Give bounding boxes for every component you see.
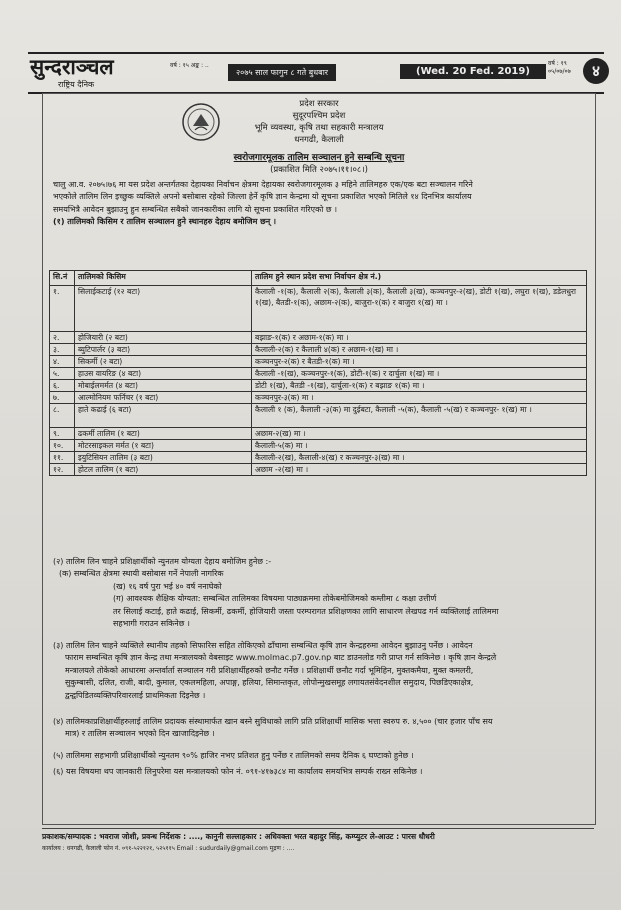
application-line: द्वन्द्वपिडितव्यक्तिपरिवारलाई प्राथमिकता दिइनेछ ।	[65, 690, 206, 700]
eligibility-item: (ग) आवश्यक शैक्षिक योग्यता: सम्बन्धित तालिमका विषयमा पाठ्यक्रममा तोकेबमोजिमको कम्तीमा ८ कक्षा उत्तीर्ण	[113, 594, 437, 604]
training-table	[49, 270, 587, 476]
application-line: (३) तालिम लिन चाहने व्यक्तिले स्थानीय तहको सिफारिस सहित तोकिएको ढाँचामा सम्बन्धित कृषि ज्ञान केन्द्रहरुमा आवेदन बुझाउनु पर्नेछ । आवेदन	[53, 641, 473, 650]
table-row	[50, 464, 587, 476]
publication-date: (प्रकाशित मिति २०७५।११।०८।)	[270, 165, 368, 175]
row-type: मोटरसाइकल मर्मत (१ बटा)	[75, 440, 252, 452]
application-line: फाराम सम्बन्धित कृषि ज्ञान केन्द्र तथा मन्त्रालयको वेबसाइट www.molmac.p7.gov.np बाट डाउनलोड गरी प्राप्त गर्न सकिनेछ । कृषि ज्ञान केन्द्रले	[65, 653, 497, 663]
table-row	[50, 286, 587, 332]
footer-contact: कार्यालय : धनगढी, कैलाली फोन नं. ०९१-५२२१२१, ५२५११५ Email : sudurdaily@gmail.com मुद्रण : ....	[42, 845, 295, 852]
allowance-section	[53, 716, 589, 741]
row-sn: १.	[50, 286, 75, 332]
row-sn: ८.	[50, 404, 75, 428]
row-place: बझाङ-१(क) र अछाम-१(क) मा ।	[252, 332, 587, 344]
table-row	[50, 380, 587, 392]
row-sn: ९.	[50, 428, 75, 440]
row-sn: ७.	[50, 392, 75, 404]
row-sn: २.	[50, 332, 75, 344]
table-header-row	[50, 271, 587, 286]
intro-line: भएकोले तालिम लिन इच्छुक व्यक्तिले अपनो बसोबास रहेको जिल्ला हेर्ने कृषि ज्ञान केन्द्रमा यो सूचना प्रकाशित भएको मितिले १४ दिनभित्र कार्यालय	[53, 192, 472, 202]
row-type: सिलाईकटाई (१२ बटा)	[75, 286, 252, 332]
intro-line: (१) तालिमको किसिम र तालिम सञ्चालन हुने स्थानहरु देहाय बमोजिम छन् ।	[53, 217, 277, 227]
header-location: तालिम हुने स्थान प्रदेश सभा निर्वाचन क्षेत्र नं.)	[252, 271, 587, 286]
row-type: सिकर्मी (२ बटा)	[75, 356, 252, 368]
table-row	[50, 392, 587, 404]
row-place: डोटी १(ख), बैतडी -१(ख), दार्चुला-१(क) र बझाङ १(क) मा ।	[252, 380, 587, 392]
nepali-date: २०७५ साल फागुन ८ गते बुधबार	[228, 64, 336, 81]
row-type: हाते कढाई (६ बटा)	[75, 404, 252, 428]
row-type: ढकर्मी तालिम (१ बटा)	[75, 428, 252, 440]
table-row	[50, 404, 587, 428]
row-place: कैलाली-२(ख), कैलाली-४(ख) र कञ्चनपुर-३(ख) मा ।	[252, 452, 587, 464]
page-number-badge: ४	[583, 58, 609, 84]
table-row	[50, 332, 587, 344]
english-date: (Wed. 20 Fed. 2019)	[400, 64, 546, 79]
row-type: ब्युटिपार्लर (३ बटा)	[75, 344, 252, 356]
row-type: इयुटिसियन तालिम (३ बटा)	[75, 452, 252, 464]
header-province: सुदूरपश्चिम प्रदेश	[292, 111, 346, 121]
intro-line: चालु आ.व. २०७५।७६ मा यस प्रदेश अन्तर्गतका देहायका निर्वाचन क्षेत्रमा देहायका स्वरोजगारमूलक ३ महिने तालिमहरु एक/एक बटा सञ्चालन गरिने	[53, 180, 473, 189]
row-type: हाउस वायरिङ (४ बटा)	[75, 368, 252, 380]
table-row	[50, 368, 587, 380]
row-place: कञ्चनपुर-३(क) मा ।	[252, 392, 587, 404]
header-ministry: भूमि व्यवस्था, कृषि तथा सहकारी मन्त्रालय	[254, 123, 384, 133]
intro-paragraph	[53, 179, 589, 229]
government-notice	[42, 93, 596, 825]
application-line: सुकुम्बासी, दलित, राजी, बादी, कुमाल, एकलमहिला, अपाङ्ग, हलिया, सिमान्तकृत, लोपोन्मुखसमूह लगायतसंवेदनशील समुदाय, पिछडिएकाक्षेत्र,	[65, 678, 474, 688]
eligibility-item: (ख) १६ वर्ष पुरा भई ४० वर्ष ननाघेको	[113, 581, 222, 591]
row-sn: ४.	[50, 356, 75, 368]
eligibility-item: तर सिलाई कटाई, हाते कढाई, सिकर्मी, ढकर्मी, होजियारी जस्ता परम्परागत प्रशिक्षणका लागि साधारण लेखपढ गर्न व्यक्तिलाई तालिममा	[113, 606, 499, 616]
table-row	[50, 344, 587, 356]
issue-number: वर्ष : १९ ०५/०७/०७	[548, 60, 571, 75]
row-place: कैलाली -१(ख), कञ्चनपुर-१(क), डोटी-१(क) र दार्चुला १(ख) मा ।	[252, 368, 587, 380]
application-section	[53, 640, 589, 702]
row-sn: ३.	[50, 344, 75, 356]
eligibility-item: (क) सम्बन्धित क्षेत्रमा स्थायी बसोबास गर्ने नेपाली नागरिक	[59, 569, 224, 579]
row-sn: १२.	[50, 464, 75, 476]
table-row	[50, 452, 587, 464]
row-place: अछाम -२(ख) मा ।	[252, 464, 587, 476]
row-place: कैलाली-२(क) र कैलाली ४(क) र अछाम-१(ख) मा ।	[252, 344, 587, 356]
masthead-meta: वर्ष : १५ अङ्क : ..	[170, 62, 209, 69]
table-row	[50, 440, 587, 452]
allowance-line: (४) तालिमकाप्रशिक्षार्थीहरुलाई तालिम प्रदायक संस्थामार्फत खान बस्ने सुविधाको लागि प्रति प्रशिक्षार्थी मासिक भत्ता स्वरुप रु. ४,५०० (चार हजार पाँच सय	[53, 717, 493, 726]
row-sn: ११.	[50, 452, 75, 464]
newspaper-title: सुन्दराञ्चल	[30, 54, 114, 79]
header-location: धनगढी, कैलाली	[294, 135, 344, 145]
newspaper-subtitle: राष्ट्रिय दैनिक	[58, 80, 95, 89]
row-type: होटल तालिम (१ बटा)	[75, 464, 252, 476]
row-place: अछाम-२(ख) मा ।	[252, 428, 587, 440]
allowance-line: मात्र) र तालिम सञ्चालन भएको दिन खाजादिइनेछ ।	[65, 729, 215, 739]
eligibility-item: सहभागी गराउन सकिनेछ ।	[113, 619, 190, 629]
row-place: कञ्चनपुर-२(क) र बैतडी-१(क) मा ।	[252, 356, 587, 368]
row-type: होजियारी (२ बटा)	[75, 332, 252, 344]
header-sn: सि.नं	[50, 271, 75, 286]
row-place: कैलाली-५(क) मा ।	[252, 440, 587, 452]
table-row	[50, 356, 587, 368]
row-type: आल्मोनियम फर्निचर (१ बटा)	[75, 392, 252, 404]
header-training-type: तालिमको किसिम	[75, 271, 252, 286]
row-place: कैलाली -१(क), कैलाली २(क), कैलाली ३(क), कैलाली ३(ख), कञ्चनपुर-२(ख), डोटी १(ख), लघुरा १(ख), डडेलधुरा १(ख), बैतडी-१(क), अछाम-२(क), बाजुरा-१(क) र बाजुरा १(ख) मा ।	[252, 286, 587, 332]
contact-section: (६) यस विषयमा थप जानकारी लिनुपरेमा यस मन्त्रालयको फोन नं. ०९१-४१७३८४ मा कार्यालय समयभित्र सम्पर्क राख्न सकिनेछ ।	[53, 767, 423, 776]
header-province-govt: प्रदेश सरकार	[299, 99, 339, 109]
intro-line: समयभित्रै आवेदन बुझाउनु हुन सम्बन्धित सबैको जानकारीका लागि यो सूचना प्रकाशित गरिएको छ ।	[53, 204, 338, 214]
row-type: मोबाईलमर्मत (४ बटा)	[75, 380, 252, 392]
newspaper-footer	[42, 828, 594, 855]
row-sn: ६.	[50, 380, 75, 392]
masthead	[28, 52, 604, 94]
notice-title: स्वरोजगारमूलक तालिम सञ्चालन हुने सम्बन्धि सूचना	[233, 153, 405, 163]
eligibility-section	[53, 556, 589, 630]
row-place: कैलाली १ (क), कैलाली -३(क) मा दुईबटा, कैलाली -५(क), कैलाली -५(ख) र कञ्चनपुर- १(ख) मा ।	[252, 404, 587, 428]
eligibility-heading: (२) तालिम लिन चाहने प्रशिक्षार्थीको न्युनतम योग्यता देहाय बमोजिम हुनेछ :-	[53, 557, 272, 566]
table-row	[50, 428, 587, 440]
footer-credits: प्रकाशक/सम्पादक : भवराज जोशी, प्रवन्ध निर्देशक : ...., कानुनी सल्लाहकार : अधिवक्ता भरत बहादुर सिंह, कम्प्युटर ले-आउट : पारस धौधरी	[42, 832, 435, 841]
row-sn: ५.	[50, 368, 75, 380]
row-sn: १०.	[50, 440, 75, 452]
application-line: मन्त्रालयले तोकेको आधारमा अन्तर्वार्ता सञ्चालन गरी प्रशिक्षार्थीहरुको छनौट गर्नेछ । प्रशिक्षार्थी छनौट गर्दा भूमिहिन, मुक्तकमैया, मुक्त कमलरी,	[65, 665, 474, 675]
attendance-section: (५) तालिममा सहभागी प्रशिक्षार्थीको न्युनतम ९०% हाजिर नभए प्रतिशत हुनु पर्नेछ र तालिमको समय दैनिक ६ घण्टाको हुनेछ ।	[53, 751, 414, 760]
